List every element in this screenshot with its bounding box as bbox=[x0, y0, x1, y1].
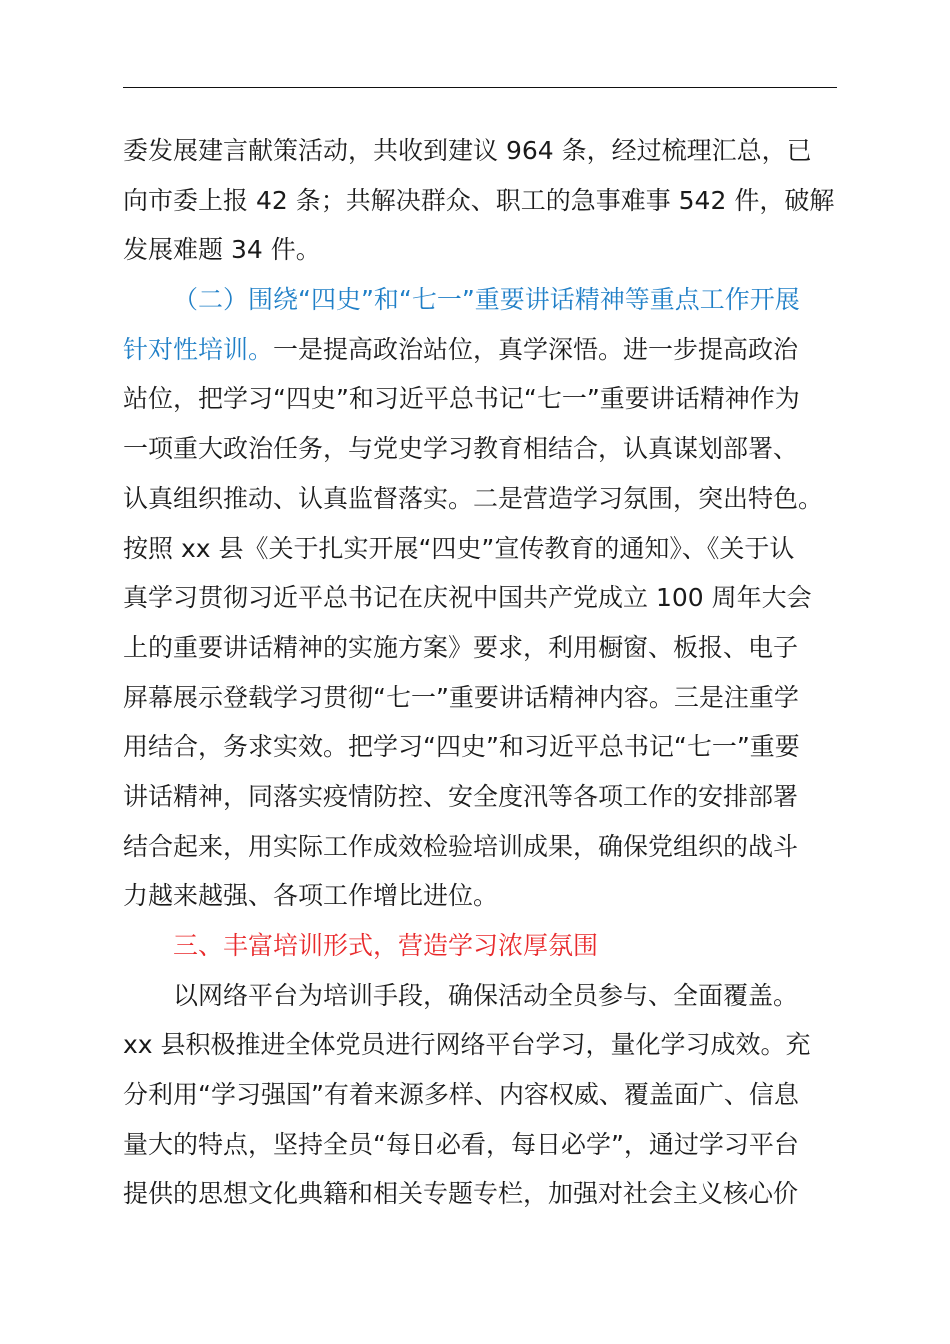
text-line: 量大的特点，坚持全员“每日必看，每日必学”，通过学习平台 bbox=[123, 1129, 799, 1159]
text-line bbox=[123, 325, 837, 375]
text-line: 讲话精神，同落实疫情防控、安全度汛等各项工作的安排部署 bbox=[123, 781, 799, 811]
text-line: 站位，把学习“四史”和习近平总书记“七一”重要讲话精神作为 bbox=[123, 384, 800, 414]
text-line: 用结合，务求实效。把学习“四史”和习近平总书记“七一”重要 bbox=[123, 732, 800, 762]
subheading-tail: 针对性培训。 bbox=[123, 334, 274, 364]
text-line: 结合起来，用实际工作成效检验培训成果，确保党组织的战斗 bbox=[123, 831, 799, 861]
text-line: 屏幕展示登载学习贯彻“七一”重要讲话精神内容。三是注重学 bbox=[123, 682, 799, 712]
text-line: 以网络平台为培训手段，确保活动全员参与、全面覆盖。 bbox=[173, 980, 799, 1010]
text-span: 一是提高政治站位，真学深悟。进一步提高政治 bbox=[273, 334, 799, 364]
text-line: 分利用“学习强国”有着来源多样、内容权威、覆盖面广、信息 bbox=[123, 1080, 799, 1110]
text-line: 发展难题 34 件。 bbox=[123, 235, 321, 265]
text-line: 向市委上报 42 条；共解决群众、职工的急事难事 542 件，破解 bbox=[123, 185, 835, 215]
text-line: 力越来越强、各项工作增比进位。 bbox=[123, 881, 499, 911]
text-line: 认真组织推动、认真监督落实。二是营造学习氛围，突出特色。 bbox=[123, 483, 824, 513]
text-line: xx 县积极推进全体党员进行网络平台学习，量化学习成效。充 bbox=[123, 1030, 811, 1060]
text-line: 上的重要讲话精神的实施方案》要求，利用橱窗、板报、电子 bbox=[123, 632, 799, 662]
header-rule bbox=[123, 87, 837, 88]
body-text bbox=[123, 126, 837, 1219]
text-line: 一项重大政治任务，与党史学习教育相结合，认真谋划部署、 bbox=[123, 434, 799, 464]
subheading-line: （二）围绕“四史”和“七一”重要讲话精神等重点工作开展 bbox=[173, 285, 800, 315]
text-line: 提供的思想文化典籍和相关专题专栏，加强对社会主义核心价 bbox=[123, 1179, 799, 1209]
section-heading: 三、丰富培训形式，营造学习浓厚氛围 bbox=[173, 931, 599, 960]
text-line: 真学习贯彻习近平总书记在庆祝中国共产党成立 100 周年大会 bbox=[123, 583, 812, 613]
text-line: 按照 xx 县《关于扎实开展“四史”宣传教育的通知》、《关于认 bbox=[123, 533, 795, 563]
text-line: 委发展建言献策活动，共收到建议 964 条，经过梳理汇总，已 bbox=[123, 136, 812, 165]
